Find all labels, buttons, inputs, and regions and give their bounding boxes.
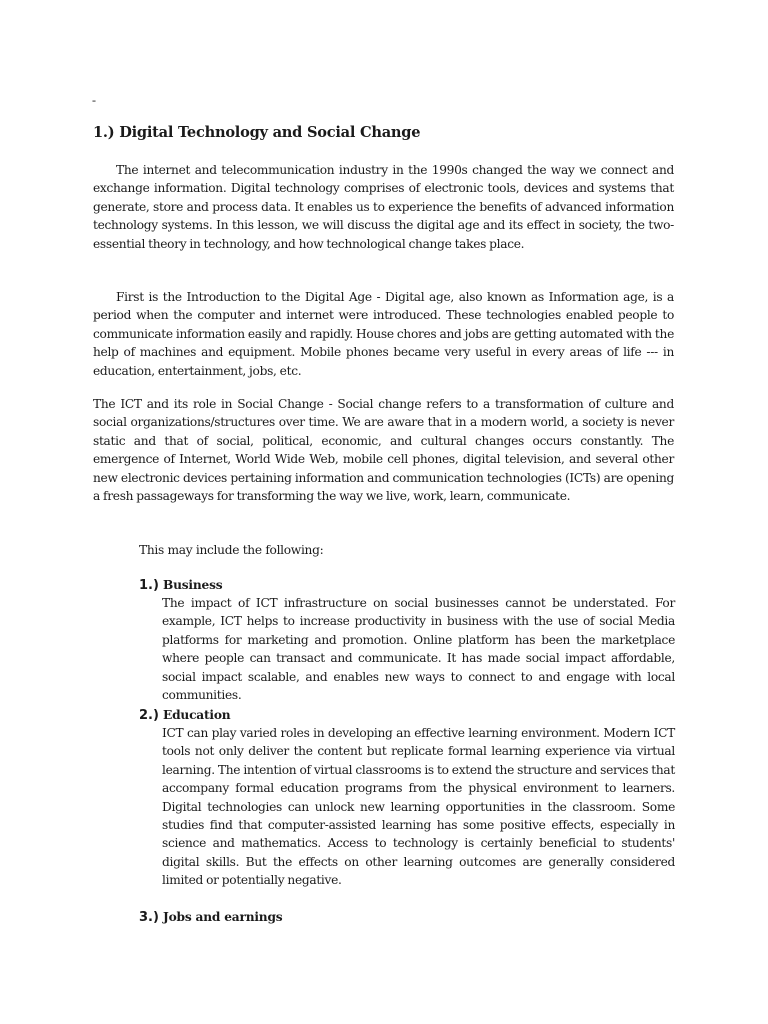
document-title: 1.) Digital Technology and Social Change: [93, 124, 421, 141]
section-body: ICT can play varied roles in developing an effective learning environment. Modern ICT tools not only deliver the content but replicate formal learning experience via virtual learning. The intention of virtual classrooms is to extend the structure and services that accompany formal education programs from the physical environment to learners. Digital technologies can unlock new learning opportunities in the classroom. Some studies find that computer-assisted learning has some positive effects, especially in science and mathematics. Access to technology is certainly beneficial to students' digital skills. But the effects on other learning outcomes are generally considered limited or potentially negative.: [162, 726, 675, 888]
paragraph-digital-age: First is the Introduction to the Digital Age - Digital age, also known as Information age, is a period when the computer and internet were introduced. These technologies enabled people to communicate information easily and rapidly. House chores and jobs are getting automated with the help of machines and equipment. Mobile phones became very useful in every areas of life --- in education, entertainment, jobs, etc.: [93, 290, 674, 378]
paragraph-ict-social-change: The ICT and its role in Social Change - Social change refers to a transformation of culture and social organizations/structures over time. We are aware that in a modern world, a society is never static and that of social, political, economic, and cultural changes occurs constantly. The emergence of Internet, World Wide Web, mobile cell phones, digital television, and several other new electronic devices pertaining information and communication technologies (ICTs) are opening a fresh passageways for transforming the way we live, work, learn, communicate.: [93, 397, 674, 504]
section-title: Education: [163, 708, 231, 722]
section-body: The impact of ICT infrastructure on social businesses cannot be understated. For example, ICT helps to increase productivity in business with the use of social Media platforms for marketing and promotion. Online platform has been the marketplace where people can transact and communicate. It has made social impact affordable, social impact scalable, and enables new ways to connect to and engage with local communities.: [162, 596, 675, 703]
section-heading: [139, 907, 675, 925]
section-business: [139, 575, 675, 704]
section-title: Jobs and earnings: [163, 910, 283, 924]
section-number: 1.): [139, 578, 159, 593]
section-jobs-and-earnings: [139, 907, 675, 925]
section-number: 3.): [139, 910, 159, 925]
section-title: Business: [163, 578, 223, 592]
dash-mark: -: [92, 93, 96, 107]
paragraph-digital-technology: The internet and telecommunication industry in the 1990s changed the way we connect and exchange information. Digital technology comprises of electronic tools, devices and systems that generate, store and process data. It enables us to experience the benefits of advanced information technology systems. In this lesson, we will discuss the digital age and its effect in society, the two-essential theory in technology, and how technological change takes place.: [93, 163, 674, 251]
section-heading: [139, 705, 675, 723]
list-intro: This may include the following:: [139, 543, 324, 557]
section-heading: [139, 575, 675, 593]
section-education: [139, 705, 675, 890]
section-number: 2.): [139, 708, 159, 723]
